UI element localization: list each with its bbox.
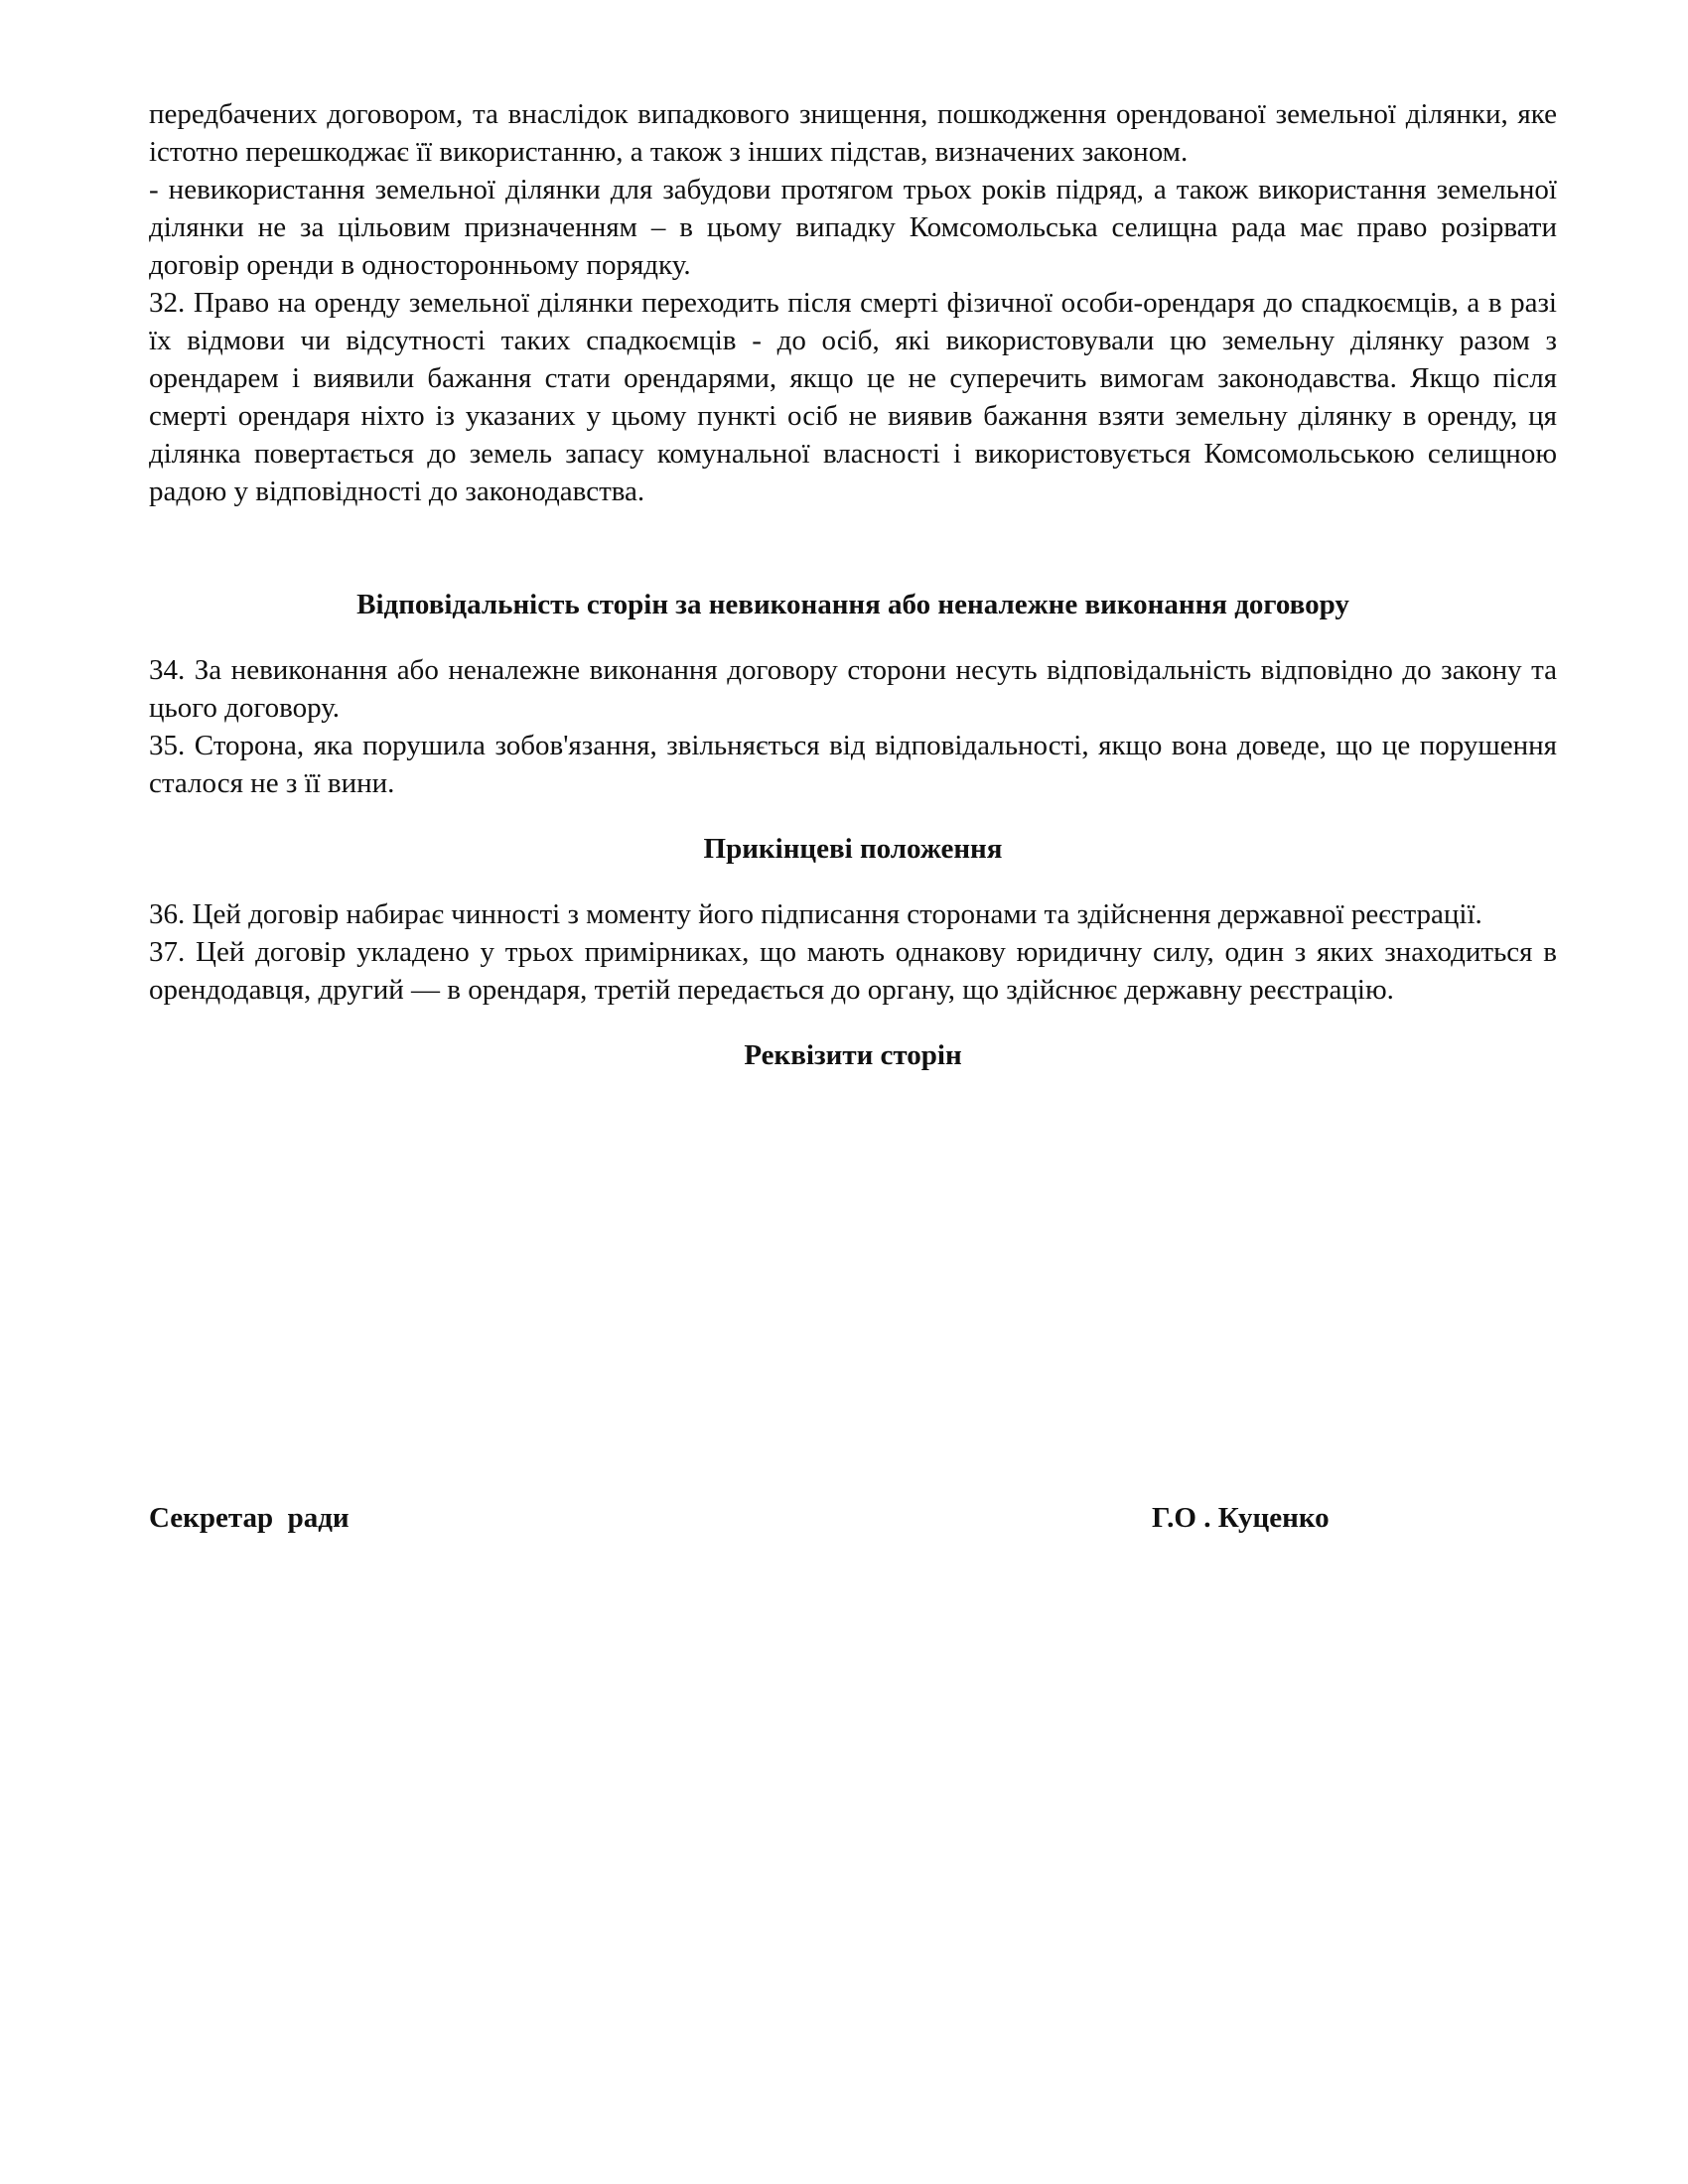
paragraph-36: 36. Цей договір набирає чинності з моменту його підписання сторонами та здійснення державної реєстрації. [149,898,1482,930]
paragraph-35: 35. Сторона, яка порушила зобов'язання, звільняється від відповідальності, якщо вона доведе, що це порушення сталося не з її вини. [149,730,1557,799]
document-body [149,95,1557,1074]
paragraph-37: 37. Цей договір укладено у трьох примірниках, що мають однакову юридичну силу, один з яких знаходиться в орендодавця, другий — в орендаря, третій передається до органу, що здійснює державну реєстрацію. [149,936,1557,1006]
section-heading-final-provisions: Прикінцеві положення [703,833,1003,865]
signatory-title: Секретар ради [149,1502,350,1534]
paragraph-32-inheritance: 32. Право на оренду земельної ділянки переходить після смерті фізичної особи-орендаря до спадкоємців, а в разі їх відмови чи відсутності таких спадкоємців - до осіб, які використовували цю земельну ділянку разом з орендарем і виявили бажання стати орендарями, якщо це не суперечить вимогам законодавства. Якщо після смерті орендаря ніхто із указаних у цьому пункті осіб не виявив бажання взяти земельну ділянку в оренду, ця ділянка повертається до земель запасу комунальної власності і використовується Комсомольською селищною радою у відповідності до законодавства. [149,287,1557,507]
spacer [149,802,1557,830]
paragraph-34: 34. За невиконання або неналежне виконання договору сторони несуть відповідальність відповідно до закону та цього договору. [149,654,1557,724]
spacer [149,1009,1557,1036]
paragraph-termination-grounds: передбачених договором, та внаслідок випадкового знищення, пошкодження орендованої земельної ділянки, яке істотно перешкоджає її використанню, а також з інших підстав, визначених законом. [149,98,1557,168]
section-heading-requisites: Реквізити сторін [744,1039,962,1071]
spacer [149,868,1557,895]
signature-block [149,1499,1557,1539]
spacer [149,510,1557,586]
signatory-name: Г.О . Куценко [1152,1502,1330,1534]
section-heading-liability: Відповідальність сторін за невиконання або неналежне виконання договору [356,589,1349,620]
spacer [149,623,1557,651]
paragraph-non-use-clause: - невикористання земельної ділянки для забудови протягом трьох років підряд, а також використання земельної ділянки не за цільовим призначенням – в цьому випадку Комсомольська селищна рада має право розірвати договір оренди в односторонньому порядку. [149,174,1557,281]
